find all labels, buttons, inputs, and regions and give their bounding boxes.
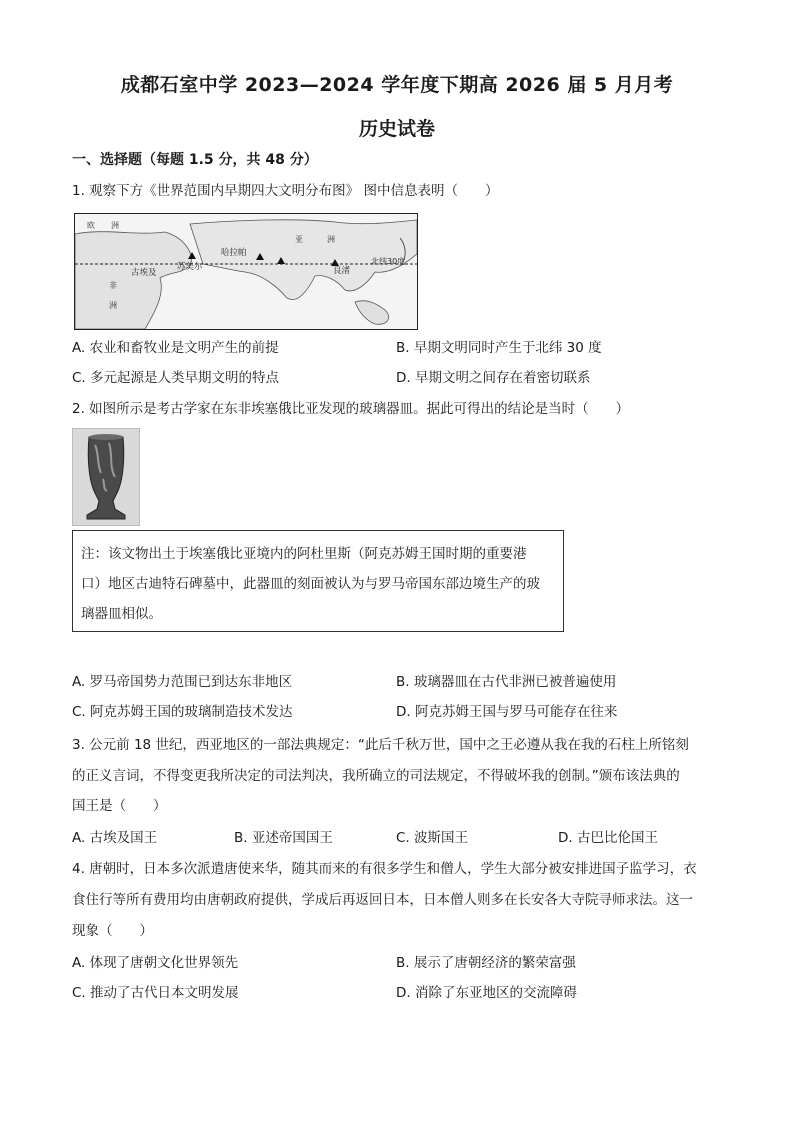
q2-option-c[interactable]: C. 阿克苏姆王国的玻璃制造技术发达 [72, 704, 293, 720]
map-drawing [75, 214, 417, 329]
label-harappa: 哈拉帕 [221, 248, 247, 258]
glass-vessel-photo [72, 428, 140, 526]
label-liangzhu: 良渚 [333, 266, 351, 276]
q1-option-a[interactable]: A. 农业和畜牧业是文明产生的前提 [72, 340, 279, 356]
civilization-map [74, 213, 418, 330]
q2-option-a[interactable]: A. 罗马帝国势力范围已到达东非地区 [72, 674, 293, 690]
q4-stem-line-2: 食住行等所有费用均由唐朝政府提供，学成后再返回日本，日本僧人则多在长安各大寺院寻师求法。这一 [72, 892, 693, 908]
q3-option-d[interactable]: D. 古巴比伦国王 [558, 830, 658, 846]
q1-stem: 1. 观察下方《世界范围内早期四大文明分布图》 图中信息表明（ ） [72, 183, 499, 199]
exam-subtitle: 历史试卷 [358, 118, 435, 140]
q3-stem-line-2: 的正义言词，不得变更我所决定的司法判决，我所确立的司法规定，不得破坏我的创制。”颁布该法典的 [72, 768, 680, 784]
q4-stem-line-1: 4. 唐朝时，日本多次派遣唐使来华，随其而来的有很多学生和僧人，学生大部分被安排进国子监学习，衣 [72, 861, 697, 877]
q4-option-c[interactable]: C. 推动了古代日本文明发展 [72, 985, 239, 1001]
q2-note-line-2: 口）地区古迪特石碑墓中，此器皿的刻面被认为与罗马帝国东部边境生产的玻 [81, 576, 540, 592]
q2-note-box [72, 530, 564, 632]
q3-option-b[interactable]: B. 亚述帝国国王 [234, 830, 333, 846]
q2-option-b[interactable]: B. 玻璃器皿在古代非洲已被普遍使用 [396, 674, 617, 690]
exam-title: 成都石室中学 2023—2024 学年度下期高 2026 届 5 月月考 [120, 74, 674, 96]
label-africa: 非 [109, 281, 117, 290]
label-africa-2: 洲 [109, 301, 117, 310]
q2-stem: 2. 如图所示是考古学家在东非埃塞俄比亚发现的玻璃器皿。据此可得出的结论是当时（ ） [72, 401, 630, 417]
section-heading: 一、选择题（每题 1.5 分，共 48 分） [72, 152, 318, 168]
label-europe: 欧 洲 [87, 221, 119, 230]
q3-stem-line-1: 3. 公元前 18 世纪，西亚地区的一部法典规定：“此后千秋万世，国中之王必遵从我在我的石柱上所铭刻 [72, 737, 689, 753]
q2-note-line-1: 注：该文物出土于埃塞俄比亚境内的阿杜里斯（阿克苏姆王国时期的重要港 [81, 546, 527, 562]
q3-stem-line-3: 国王是（ ） [72, 798, 167, 814]
label-asia: 亚 洲 [295, 235, 335, 244]
q2-note-line-3: 璃器皿相似。 [81, 606, 162, 622]
q4-option-d[interactable]: D. 消除了东亚地区的交流障碍 [396, 985, 577, 1001]
q2-option-d[interactable]: D. 阿克苏姆王国与罗马可能存在往来 [396, 704, 618, 720]
q3-option-a[interactable]: A. 古埃及国王 [72, 830, 158, 846]
q3-option-c[interactable]: C. 波斯国王 [396, 830, 469, 846]
label-latitude-30: 北纬30度 [371, 257, 406, 266]
q4-stem-line-3: 现象（ ） [72, 923, 153, 939]
q1-option-d[interactable]: D. 早期文明之间存在着密切联系 [396, 370, 591, 386]
q4-option-a[interactable]: A. 体现了唐朝文化世界领先 [72, 955, 239, 971]
q4-option-b[interactable]: B. 展示了唐朝经济的繁荣富强 [396, 955, 576, 971]
label-mesopotamia: 苏美尔 [177, 262, 203, 272]
q1-option-c[interactable]: C. 多元起源是人类早期文明的特点 [72, 370, 280, 386]
label-egypt: 古埃及 [131, 268, 157, 278]
q1-option-b[interactable]: B. 早期文明同时产生于北纬 30 度 [396, 340, 602, 356]
